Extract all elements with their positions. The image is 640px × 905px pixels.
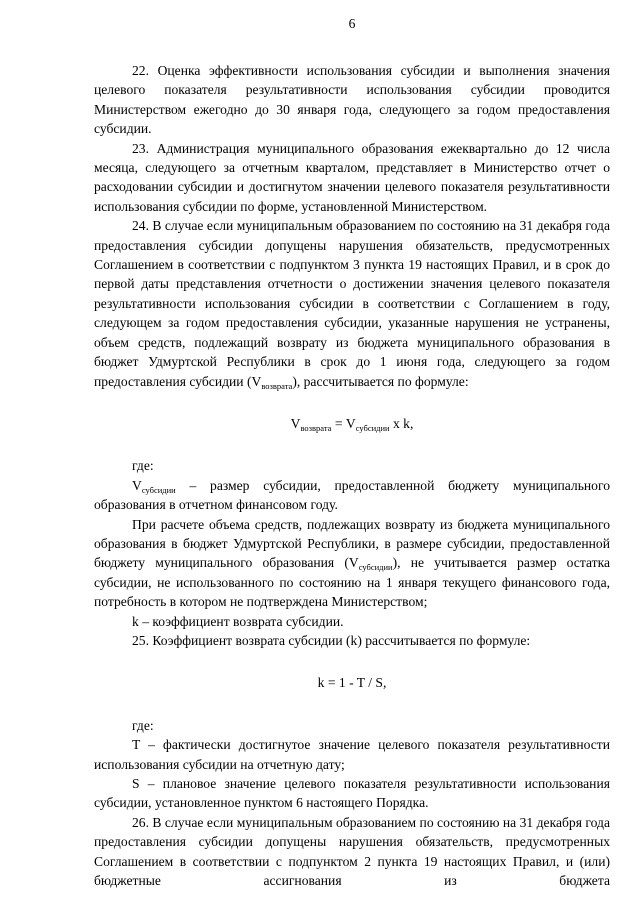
- paragraph-24: [94, 216, 610, 391]
- paragraph-24-text: 24. В случае если муниципальным образованием по состоянию на 31 декабря года предоставления субсидии допущены нарушения обязательств, предусмотренных Соглашением в соответствии с подпунктом 3 пункта 19 настоящих Правил, и в срок до первой даты представления отчетности о достижении значения целевого показателя результативности использования субсидии в соответствии с Соглашением в году, следующем за годом предоставления субсидии, указанные нарушения не устранены, объем средств, подлежащий возврату из бюджета муниципального образования в бюджет Удмуртской Республики в срок до 1 июня года, следующего за годом предоставления субсидии (V: [94, 218, 610, 389]
- paragraph-24-tail: ), рассчитывается по формуле:: [292, 373, 469, 389]
- paragraph-25: 25. Коэффициент возврата субсидии (k) рассчитывается по формуле:: [132, 632, 531, 648]
- definition-v-subscript: субсидии: [141, 484, 176, 495]
- where-label-2: где:: [132, 717, 154, 733]
- page-number: 6: [348, 16, 356, 31]
- paragraph-calculation-subscript: субсидии: [358, 562, 393, 573]
- where-label-1: где:: [132, 458, 154, 474]
- paragraph-calculation-tail: ), не учитывается размер остатка субсидии, не использованного по состоянию на 1 января текущего финансового года, потребность в котором не подтверждена Министерством;: [94, 555, 610, 610]
- formula-refund-sub2: субсидии: [355, 422, 390, 433]
- formula-refund-eq: = V: [331, 415, 356, 431]
- paragraph-calculation-text: При расчете объема средств, подлежащих возврату из бюджета муниципального образования в бюджет Удмуртской Республики, в размере субсидии, предоставленной бюджету муниципального образования (V: [94, 516, 610, 571]
- paragraph-calculation: [94, 515, 610, 612]
- paragraph-22: 22. Оценка эффективности использования субсидии и выполнения значения целевого показателя результативности использования субсидии проводится Министерством ежегодно до 30 января года, следующего за годом предоставления субсидии.: [94, 63, 610, 137]
- definition-s: S – плановое значение целевого показателя результативности использования субсидии, установленное пунктом 6 настоящего Порядка.: [94, 776, 610, 811]
- paragraph-24-subscript: возврата: [261, 380, 293, 391]
- definition-t: T – фактически достигнутое значение целевого показателя результативности использования субсидии на отчетную дату;: [94, 737, 610, 772]
- formula-coefficient: k = 1 - T / S,: [317, 675, 387, 691]
- definition-k: k – коэффициент возврата субсидии.: [132, 613, 344, 629]
- definition-v-subsidy: [94, 476, 610, 515]
- paragraph-26: 26. В случае если муниципальным образованием по состоянию на 31 декабря года предоставления субсидии допущены нарушения обязательств, предусмотренных Соглашением в соответствии с подпунктом 2 пункта 19 настоящих Правил, и (или) бюджетные ассигнования из бюджета: [94, 814, 610, 889]
- definition-v-symbol: V: [132, 477, 142, 493]
- formula-refund-sub1: возврата: [300, 422, 332, 433]
- paragraph-23: 23. Администрация муниципального образования ежеквартально до 12 числа месяца, следующего за отчетным кварталом, представляет в Министерство отчет о расходовании субсидии и достигнутом значении целевого показателя результативности использования субсидии по форме, установленной Министерством.: [94, 140, 610, 214]
- formula-refund-v: V: [290, 415, 301, 431]
- formula-refund-rest: x k,: [389, 415, 414, 431]
- formula-refund: [94, 414, 610, 433]
- definition-v-text: – размер субсидии, предоставленной бюджету муниципального образования в отчетном финансовом году.: [94, 477, 610, 513]
- document-page: [94, 14, 610, 890]
